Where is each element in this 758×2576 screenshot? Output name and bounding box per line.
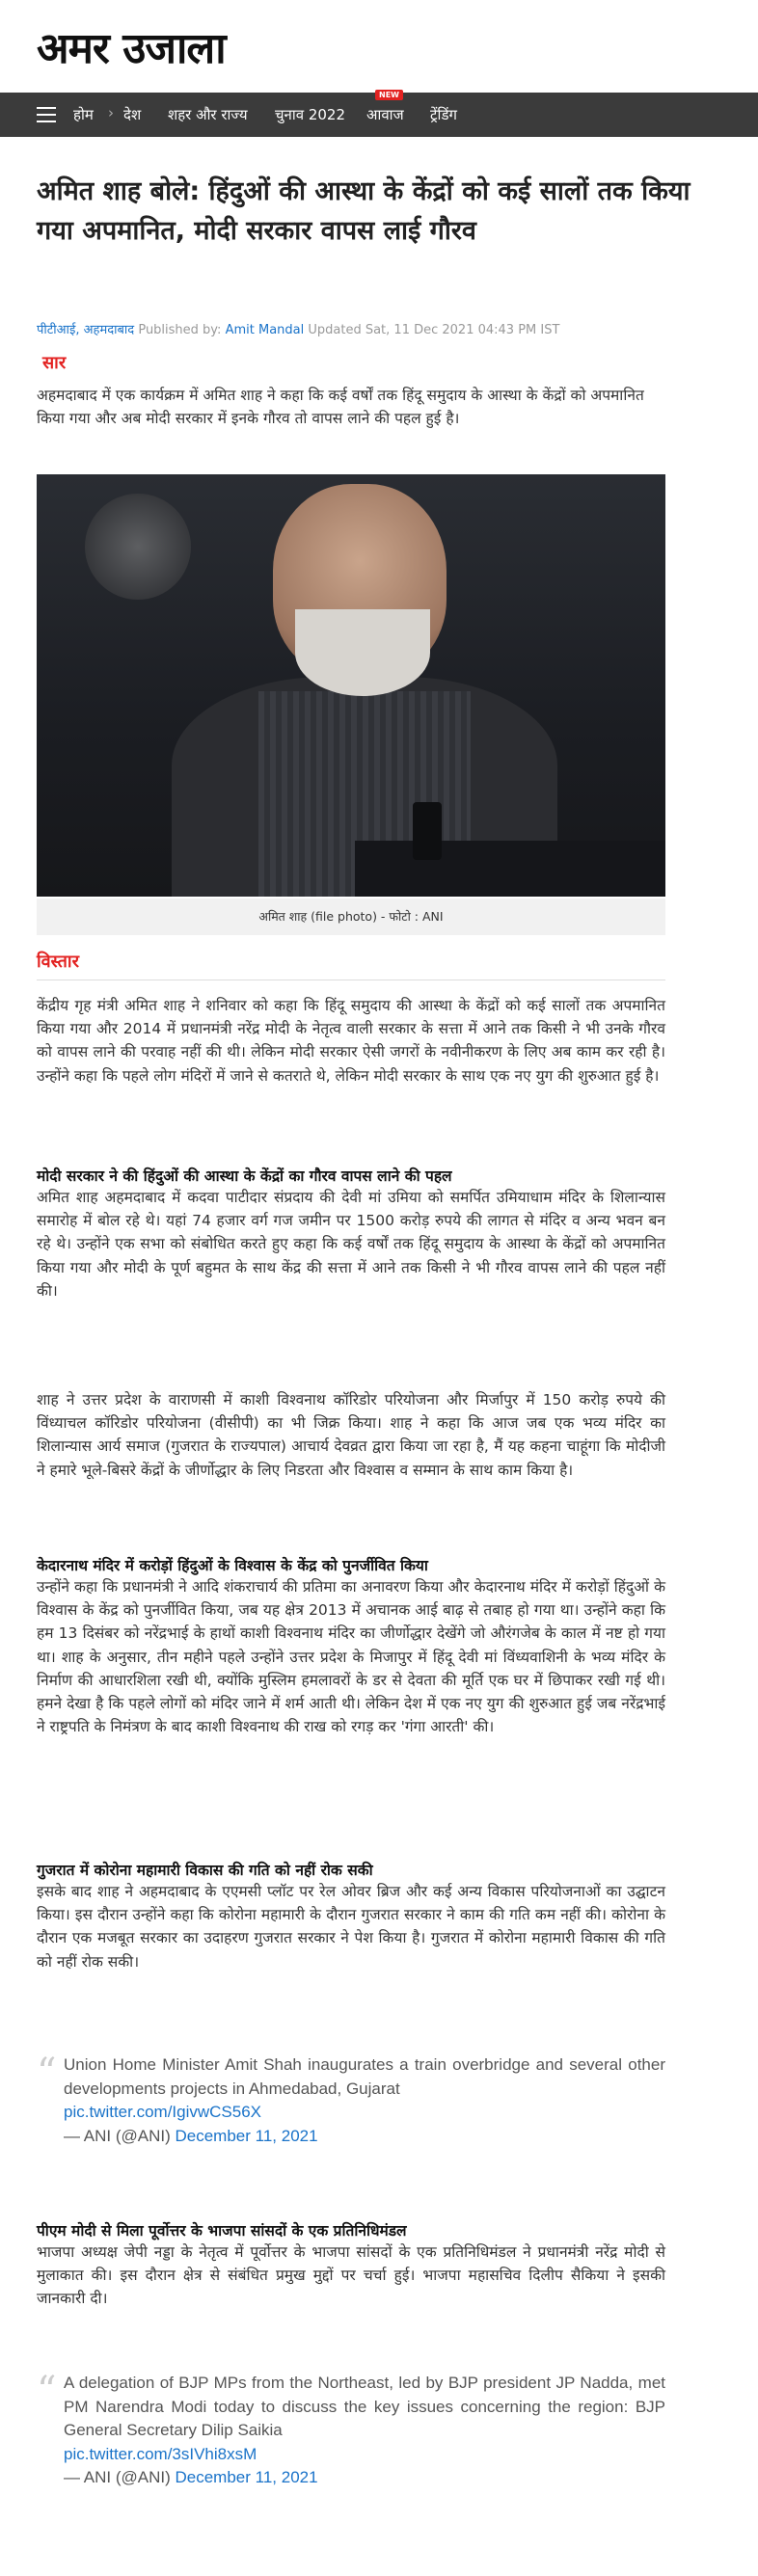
tweet-pic-link[interactable]: pic.twitter.com/IgivwCS56X [64, 2103, 262, 2121]
quote-icon: “ [37, 2051, 57, 2095]
tweet-content [64, 2372, 665, 2490]
article-subhead: केदारनाथ मंदिर में करोड़ों हिंदुओं के विश्वास के केंद्र को पुनर्जीवित किया [37, 1557, 428, 1574]
site-header [0, 0, 758, 93]
article-paragraph: इसके बाद शाह ने अहमदाबाद के एएमसी प्लॉट पर रेल ओवर ब्रिज और कई अन्य विकास परियोजनाओं का उद्घाटन किया। इस दौरान उन्होंने कहा कि कोरोना महामारी के दौरान गुजरात सरकार ने काम की गति कम नहीं की। कोरोना के दौरान एक मजबूत सरकार का उदाहरण गुजरात सरकार ने पेश किया है। गुजरात में कोरोना महामारी विकास की गति को नहीं रोक सकी। [37, 1883, 665, 1971]
podium-shape [355, 841, 665, 897]
article-paragraph: उन्होंने कहा कि प्रधानमंत्री ने आदि शंकराचार्य की प्रतिमा का अनावरण किया और केदारनाथ मंदिर में करोड़ों हिंदुओं के विश्वास के केंद्र को पुनर्जीवित किया, जब यह क्षेत्र 2013 में अचानक आई बाढ़ से तबाह हो गया था। उन्होंने कहा कि हम 13 दिसंबर को नरेंद्रभाई के हाथों काशी विश्वनाथ मंदिर का जीर्णोद्धार देखेंगे जो औरंगजेब के काल में नष्ट हो गया था। शाह के अनुसार, तीन महीने पहले उन्होंने उत्तर प्रदेश के मिजापुर में हिंदू देवी मां विंध्यवाशिनी के भव्य मंदिर के निर्माण की आधारशिला रखी थी, क्योंकि मुस्लिम हमलावरों के डर से देवता की मूर्ति एक घर में छिपाकर रखी गई थी। हमने देखा है कि पहले लोगों को मंदिर जाने में शर्म आती थी। लेकिन देश में एक नए युग की शुरुआत हुई जब नरेंद्रभाई ने राष्ट्रपति के निमंत्रण के बाद काशी विश्वनाथ की राख को रगड़ कर 'गंगा आरती' की। [37, 1578, 665, 1736]
embedded-tweet [37, 2369, 665, 2526]
hamburger-menu-icon[interactable] [37, 107, 56, 122]
bjp-emblem-shape [85, 494, 191, 600]
nav-item-trending[interactable]: ट्रेंडिंग [430, 106, 457, 123]
nav-separator-icon: › [108, 104, 114, 121]
tweet-pic-link[interactable]: pic.twitter.com/3sIVhi8xsM [64, 2444, 257, 2463]
speaker-beard-shape [295, 609, 430, 696]
article-paragraph: अमित शाह अहमदाबाद में कदवा पाटीदार संप्रदाय की देवी मां उमिया को समर्पित उमियाधाम मंदिर के शिलान्यास समारोह में बोल रहे थे। यहां 74 हजार वर्ग गज जमीन पर 1500 करोड़ रुपये की लागत से मंदिर व अन्य भवन बन रहे थे। उन्होंने एक सभा को संबोधित करते हुए कहा कि कई वर्षों तक हिंदू समुदाय के आस्था के केंद्रों को अपमानित किया गया और मोदी के पूर्ण बहुमत के साथ केंद्र की सत्ता में आने तक किसी ने भी गौरव वापस लाने की पहल नहीं की। [37, 1189, 665, 1300]
hero-image [37, 474, 665, 897]
article-subhead: पीएम मोदी से मिला पूर्वोत्तर के भाजपा सांसदों के एक प्रतिनिधिमंडल [37, 2222, 407, 2240]
summary-text: अहमदाबाद में एक कार्यक्रम में अमित शाह ने कहा कि कई वर्षों तक हिंदू समुदाय के आस्था के केंद्रों को अपमानित किया गया और अब मोदी सरकार में इनके गौरव तो वापस लाने की पहल हुई है। [37, 387, 644, 427]
nav-item-awaaz[interactable]: आवाज [366, 106, 404, 123]
article-subhead: गुजरात में कोरोना महामारी विकास की गति को नहीं रोक सकी [37, 1862, 373, 1879]
tweet-author: — ANI (@ANI) [64, 2468, 171, 2486]
byline-author[interactable]: Amit Mandal [225, 323, 305, 337]
tweet-author: — ANI (@ANI) [64, 2126, 171, 2145]
tweet-date-link[interactable]: December 11, 2021 [175, 2468, 318, 2486]
detail-label: विस्तार [37, 952, 79, 972]
tweet-text: Union Home Minister Amit Shah inaugurates a train overbridge and several other developments projects in Ahmedabad, Gujarat [64, 2055, 665, 2098]
nav-item-home[interactable]: होम [73, 106, 94, 123]
divider [37, 979, 665, 980]
tweet-content [64, 2053, 665, 2148]
tweet-text: A delegation of BJP MPs from the Northeast, led by BJP president JP Nadda, met PM Narendra Modi today to discuss the key issues concerning the region: BJP General Secretary Dilip Saikia [64, 2374, 665, 2439]
byline-published-label: Published by: [138, 323, 222, 337]
nav-item-chunav[interactable]: चुनाव 2022 [275, 106, 346, 123]
article-paragraph: भाजपा अध्यक्ष जेपी नड्डा के नेतृत्व में पूर्वोत्तर के भाजपा सांसदों के एक प्रतिनिधिमंडल ने प्रधानमंत्री नरेंद्र मोदी से मुलाकात की। इस दौरान क्षेत्र से संबंधित प्रमुख मुद्दों पर चर्चा हुई। भाजपा महासचिव दिलीप सैकिया ने इसकी जानकारी दी। [37, 2243, 665, 2308]
quote-icon: “ [37, 2369, 57, 2413]
nav-item-shahar[interactable]: शहर और राज्य [168, 106, 248, 123]
site-logo[interactable]: अमर उजाला [37, 24, 226, 73]
embedded-tweet [37, 2053, 665, 2169]
new-badge: NEW [375, 90, 403, 100]
nav-item-desh[interactable]: देश [123, 106, 142, 123]
summary-label: सार [42, 353, 67, 373]
article-subhead: मोदी सरकार ने की हिंदुओं की आस्था के केंद्रों का गौरव वापस लाने की पहल [37, 1167, 452, 1185]
byline-source[interactable]: पीटीआई, अहमदाबाद [37, 323, 135, 337]
byline [37, 320, 559, 337]
article-title: अमित शाह बोले: हिंदुओं की आस्था के केंद्रों को कई सालों तक किया गया अपमानित, मोदी सरकार वापस लाई गौरव [37, 176, 690, 246]
microphone-icon [413, 802, 442, 860]
tweet-date-link[interactable]: December 11, 2021 [175, 2126, 318, 2145]
byline-updated: Updated Sat, 11 Dec 2021 04:43 PM IST [308, 323, 560, 337]
article-paragraph: केंद्रीय गृह मंत्री अमित शाह ने शनिवार को कहा कि हिंदू समुदाय की आस्था के केंद्रों को कई सालों तक अपमानित किया गया और 2014 में प्रधानमंत्री नरेंद्र मोदी के नेतृत्व वाली सरकार के सत्ता में आने तक किसी ने भी उनके गौरव को वापस लाने की परवाह नहीं की थी। लेकिन मोदी सरकार ऐसी जगरों के नवीनीकरण के लिए अब काम कर रही है। उन्होंने कहा कि पहले लोग मंदिरों में जाने से कतराते थे, लेकिन मोदी सरकार के साथ एक नए युग की शुरुआत हुई है। [37, 997, 665, 1085]
article-paragraph: शाह ने उत्तर प्रदेश के वाराणसी में काशी विश्वनाथ कॉरिडोर परियोजना और मिर्जापुर में 150 करोड़ रुपये की विंध्याचल कॉरिडोर परियोजना (वीसीपी) का भी जिक्र किया। शाह ने कहा कि आज जब एक भव्य मंदिर का शिलान्यास आर्य समाज (गुजरात के राज्यपाल) आचार्य देवव्रत द्वारा किया जा रहा है, मैं यह कहना चाहूंगा कि मोदीजी ने हमारे भूले-बिसरे केंद्रों के जीर्णोद्धार के लिए निडरता और विश्वास व सम्मान के साथ काम किया है। [37, 1391, 665, 1479]
image-caption: अमित शाह (file photo) - फोटो : ANI [37, 899, 665, 935]
